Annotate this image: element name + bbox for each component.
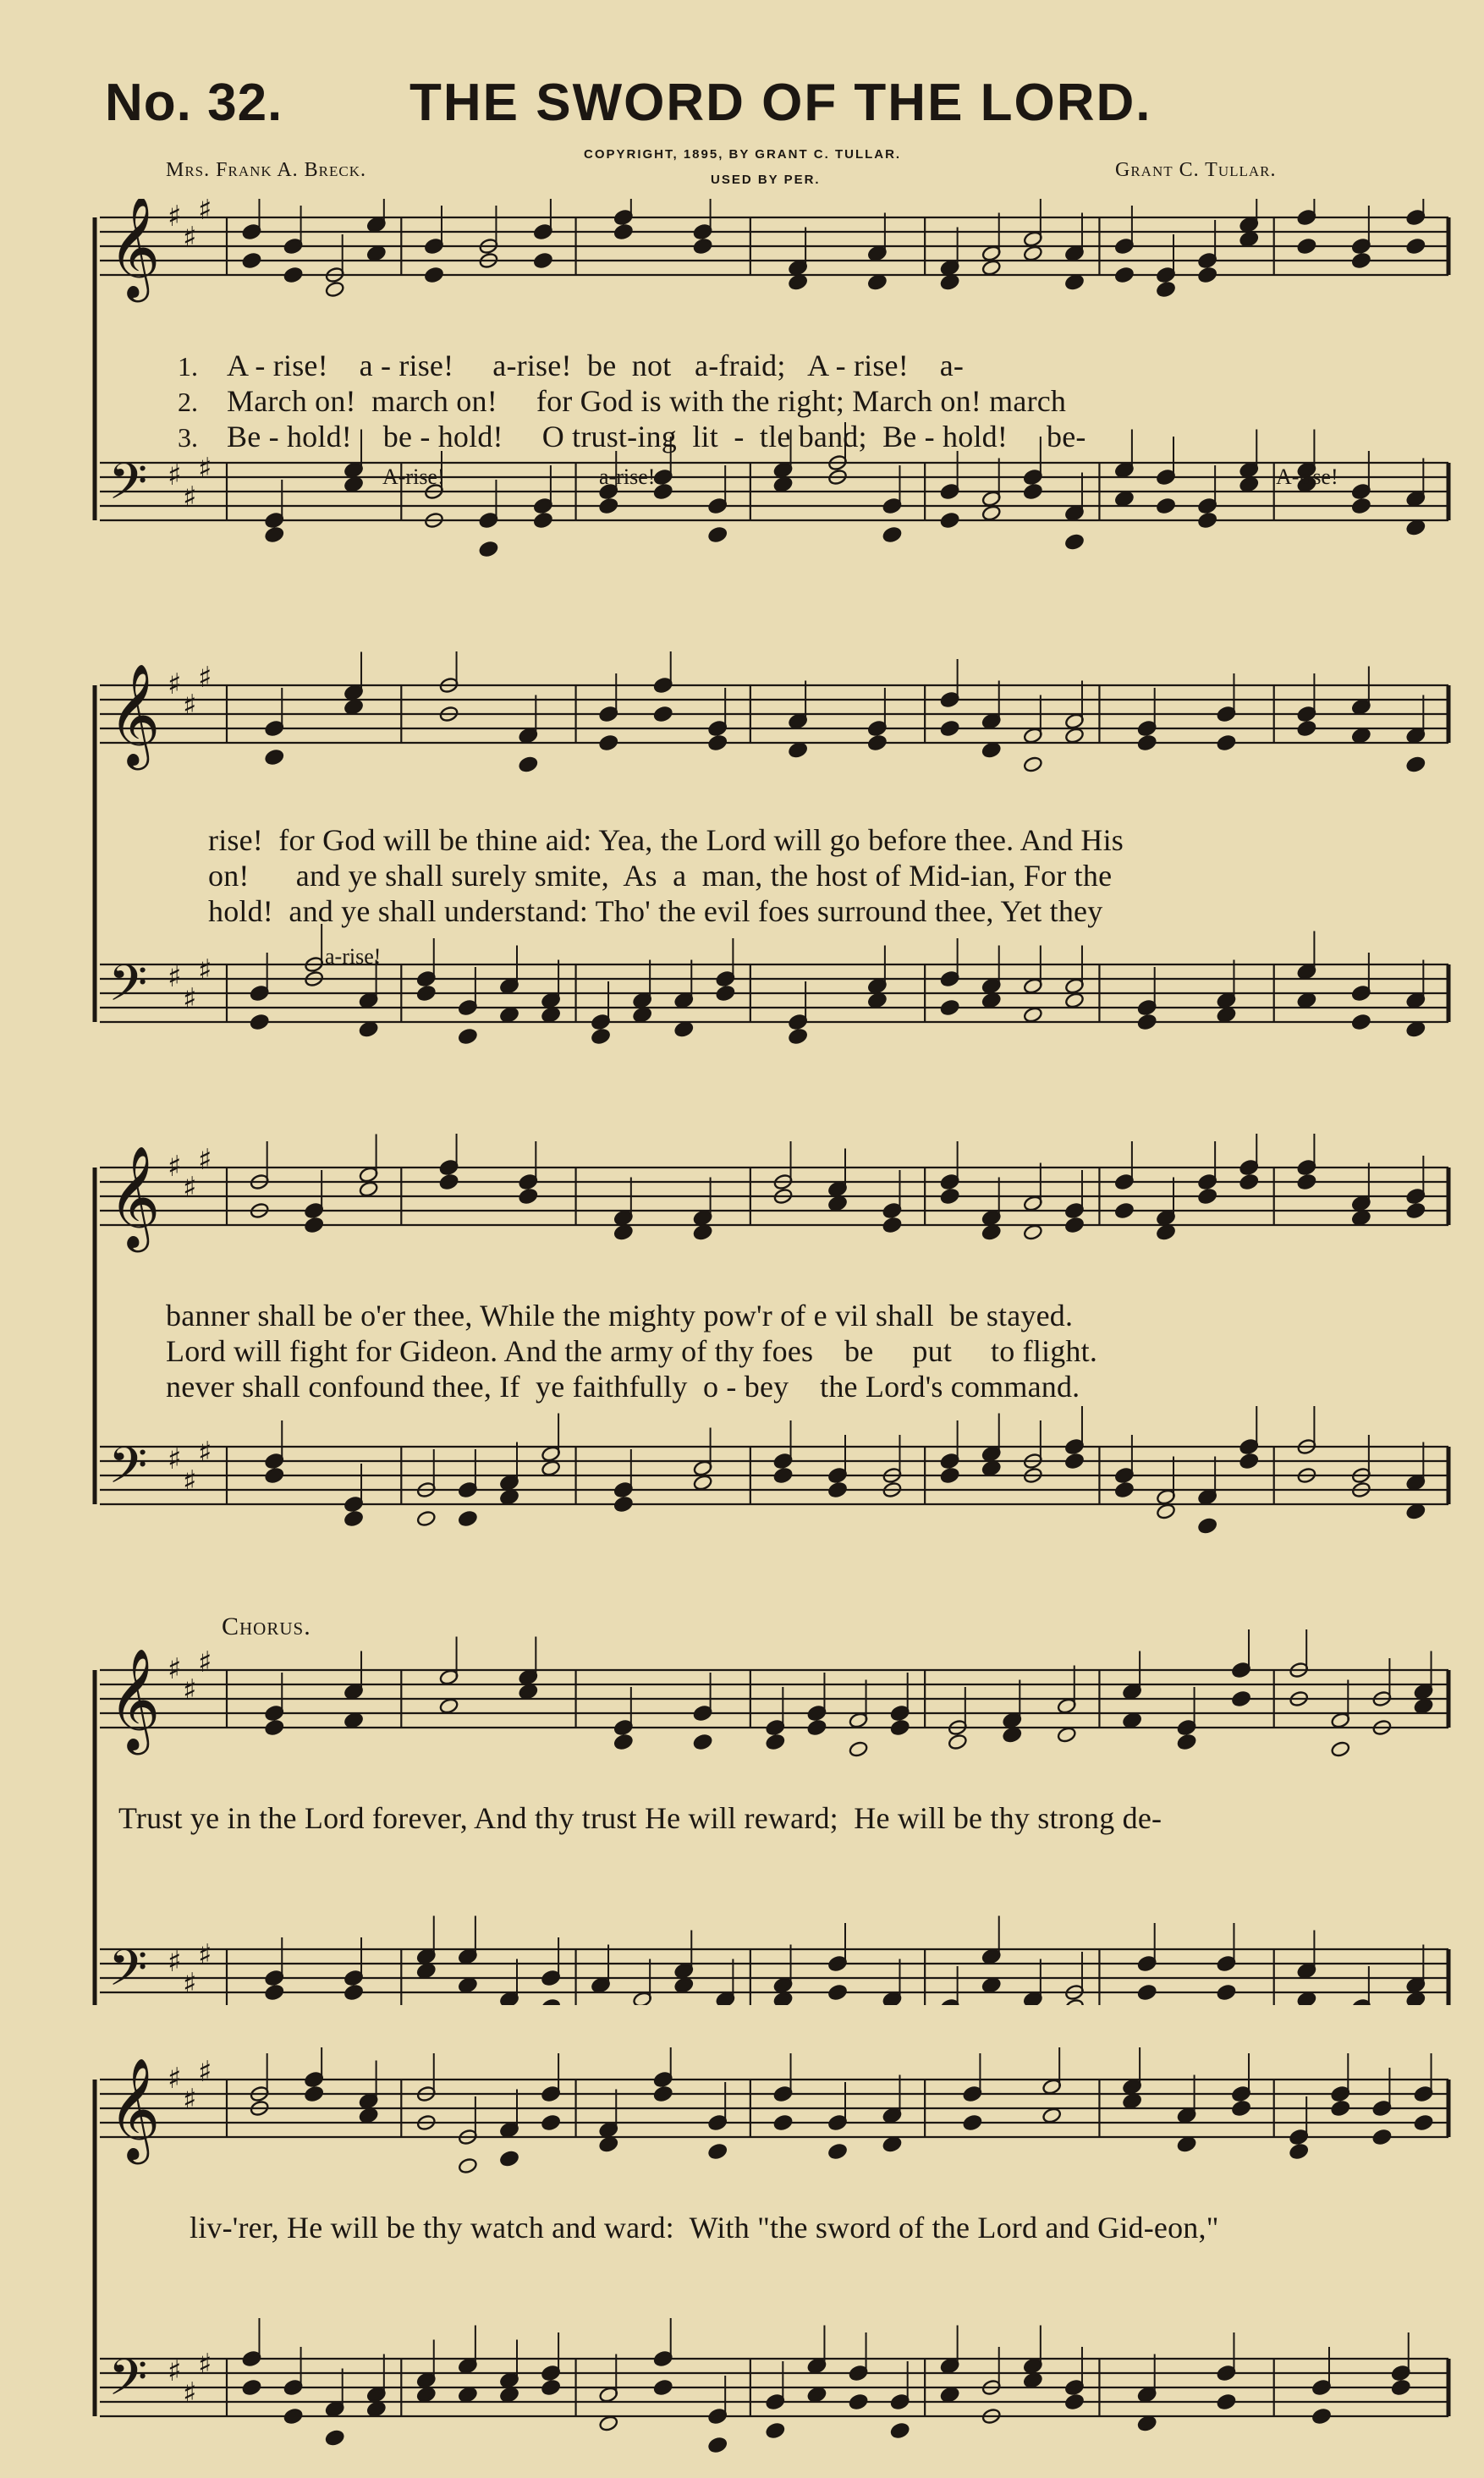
note-head — [1351, 252, 1371, 269]
note-head — [1064, 273, 1085, 290]
note-head — [1405, 1020, 1426, 1037]
note-head — [1114, 1481, 1135, 1498]
note-head — [1351, 1014, 1371, 1030]
note-head — [673, 1020, 694, 1037]
note-head — [1405, 1503, 1426, 1519]
sharp-icon: ♯ — [198, 199, 212, 227]
note-head — [1217, 2393, 1237, 2410]
note-head — [632, 1006, 652, 1023]
note-head — [359, 1020, 379, 1037]
note-head — [940, 1467, 960, 1484]
sharp-icon: ♯ — [168, 1945, 182, 1979]
note-head — [304, 2085, 324, 2102]
note-head — [499, 2150, 519, 2167]
note-head — [439, 1173, 459, 1190]
note-head — [1122, 1712, 1142, 1728]
copyright-line: COPYRIGHT, 1895, BY GRANT C. TULLAR. — [584, 147, 902, 162]
sharp-icon: ♯ — [168, 1150, 182, 1184]
lyric-line-verse-3: Be - hold! be - hold! O trust-ing lit - tle band; Be - hold! be- — [227, 420, 1086, 453]
sharp-icon: ♯ — [198, 2055, 212, 2089]
note-head — [264, 749, 284, 766]
lyric-line-verse-3: hold! and ye shall understand: Tho' the evil foes surround thee, Yet they — [208, 894, 1103, 928]
note-head — [458, 2386, 478, 2403]
sharp-icon: ♯ — [168, 2062, 182, 2096]
note-head — [1137, 1014, 1157, 1030]
note-head — [788, 1028, 808, 1045]
note-head — [1296, 1173, 1316, 1190]
note-head — [1351, 727, 1371, 744]
note-head — [325, 281, 345, 298]
sharp-icon: ♯ — [198, 452, 212, 486]
title-line — [105, 73, 1374, 140]
note-head — [867, 992, 888, 1008]
note-head — [458, 1976, 478, 1993]
note-head — [1002, 1726, 1022, 1743]
music-system-chorus — [0, 1607, 1484, 2005]
note-head — [940, 999, 960, 1016]
note-head — [693, 1734, 713, 1750]
note-head — [1197, 266, 1217, 283]
note-head — [1177, 2135, 1197, 2152]
sharp-icon: ♯ — [168, 1442, 182, 1476]
note-head — [344, 475, 364, 492]
lyric-line-verse-3: never shall confound thee, If ye faithfully o - bey the Lord's command. — [166, 1370, 1080, 1404]
note-head — [773, 1467, 794, 1484]
note-head — [416, 1510, 437, 1527]
note-head — [827, 1195, 848, 1212]
note-head — [1414, 2114, 1434, 2131]
note-head — [788, 741, 808, 758]
note-head — [653, 2085, 673, 2102]
note-head — [250, 1014, 270, 1030]
note-head — [653, 706, 673, 723]
note-head — [963, 2114, 983, 2131]
note-head — [613, 1223, 634, 1240]
note-head — [1057, 1726, 1077, 1743]
note-head — [890, 2422, 910, 2439]
treble-clef-icon: 𝄞 — [108, 199, 161, 298]
note-head — [541, 1459, 561, 1476]
note-head — [541, 2379, 561, 2396]
note-head — [416, 2386, 437, 2403]
permission-line: USED BY PER. — [711, 173, 821, 187]
note-head — [458, 1510, 478, 1527]
note-head — [765, 1734, 785, 1750]
note-head — [1023, 245, 1043, 261]
lyric-line-verse-1: banner shall be o'er thee, While the mighty pow'r of e vil shall be stayed. — [166, 1299, 1074, 1332]
bass-clef-icon: 𝄢 — [108, 1436, 148, 1507]
note-head — [1311, 2408, 1332, 2425]
note-head — [1122, 2092, 1142, 2109]
sharp-icon: ♯ — [183, 2376, 197, 2410]
note-head — [981, 259, 1002, 276]
treble-clef-icon: 𝄞 — [108, 2057, 161, 2160]
bass-cue-1: a-rise! — [325, 944, 382, 969]
note-head — [1414, 1697, 1434, 1714]
sharp-icon: ♯ — [183, 2083, 197, 2117]
note-head — [424, 266, 444, 283]
sharp-icon: ♯ — [168, 200, 182, 234]
note-head — [707, 734, 728, 751]
note-head — [1064, 992, 1085, 1008]
note-head — [940, 2386, 960, 2403]
note-head — [1197, 1188, 1217, 1205]
note-head — [264, 1984, 284, 2001]
note-head — [707, 2143, 728, 2160]
note-head — [827, 1984, 848, 2001]
bass-cue-1: A-rise! — [382, 464, 445, 489]
note-head — [344, 1712, 364, 1728]
note-head — [541, 1006, 561, 1023]
sharp-icon: ♯ — [183, 689, 197, 723]
note-head — [1023, 755, 1043, 772]
sharp-icon: ♯ — [198, 953, 212, 987]
hymn-number: No. 32. — [105, 74, 283, 132]
note-head — [981, 741, 1002, 758]
note-head — [1156, 497, 1176, 514]
note-head — [707, 526, 728, 543]
note-head — [1405, 519, 1426, 536]
note-head — [283, 2408, 304, 2425]
note-head — [1330, 1740, 1350, 1757]
note-head — [1023, 483, 1043, 500]
note-head — [948, 1734, 968, 1750]
note-head — [981, 1976, 1002, 1993]
note-head — [1177, 1734, 1197, 1750]
music-system-2 — [0, 651, 1484, 1108]
note-head — [1023, 1223, 1043, 1240]
note-head — [598, 2415, 618, 2431]
note-head — [849, 2393, 869, 2410]
note-head — [242, 252, 262, 269]
note-head — [693, 1223, 713, 1240]
note-head — [1239, 230, 1259, 247]
sharp-icon: ♯ — [183, 1673, 197, 1707]
sharp-icon: ♯ — [168, 1652, 182, 1686]
bass-cue-3: A-rise! — [1276, 464, 1338, 489]
sharp-icon: ♯ — [168, 2354, 182, 2388]
treble-clef-icon: 𝄞 — [108, 1647, 161, 1750]
note-head — [416, 1962, 437, 1979]
note-head — [499, 1488, 519, 1505]
note-head — [673, 1976, 694, 1993]
note-head — [1296, 720, 1316, 737]
note-head — [981, 504, 1002, 521]
note-head — [1239, 1173, 1259, 1190]
note-head — [773, 2114, 794, 2131]
note-head — [242, 2379, 262, 2396]
note-head — [1217, 734, 1237, 751]
note-head — [458, 2157, 478, 2174]
verse-number-1: 1. — [178, 351, 198, 382]
note-head — [940, 273, 960, 290]
bass-clef-icon: 𝄢 — [108, 1938, 148, 2005]
note-head — [304, 1217, 324, 1234]
sharp-icon: ♯ — [198, 2348, 212, 2382]
note-head — [264, 526, 284, 543]
note-head — [1197, 1517, 1217, 1534]
note-head — [479, 541, 499, 558]
note-head — [518, 1683, 538, 1700]
sharp-icon: ♯ — [198, 1143, 212, 1177]
sharp-icon: ♯ — [183, 1967, 197, 2001]
note-head — [439, 1697, 459, 1714]
note-head — [366, 2400, 387, 2417]
lyric-line-verse-1: A - rise! a - rise! a-rise! be not a-fraid; A - rise! a- — [227, 349, 965, 382]
note-head — [1156, 281, 1176, 298]
note-head — [1217, 1006, 1237, 1023]
note-head — [541, 2114, 561, 2131]
note-head — [541, 1998, 561, 2005]
sharp-icon: ♯ — [198, 1938, 212, 1972]
author-credit: Mrs. Frank A. Breck. — [166, 159, 367, 181]
note-head — [788, 273, 808, 290]
note-head — [1217, 1984, 1237, 2001]
music-system-1 — [0, 199, 1484, 605]
lyric-line-verse-1: rise! for God will be thine aid: Yea, the Lord will go before thee. And His — [208, 823, 1124, 857]
sharp-icon: ♯ — [198, 1436, 212, 1470]
note-head — [981, 1223, 1002, 1240]
sharp-icon: ♯ — [198, 1646, 212, 1679]
note-head — [1330, 2100, 1350, 2117]
note-head — [344, 698, 364, 715]
sharp-icon: ♯ — [168, 960, 182, 994]
note-head — [533, 512, 553, 529]
note-head — [1023, 2371, 1043, 2388]
music-system-3 — [0, 1134, 1484, 1591]
note-head — [827, 1481, 848, 1498]
note-head — [890, 1719, 910, 1736]
lyric-line-verse-2: March on! march on! for God is with the right; March on! march — [227, 384, 1067, 418]
note-head — [1289, 2143, 1309, 2160]
note-head — [613, 223, 634, 240]
note-head — [1405, 238, 1426, 255]
note-head — [499, 2386, 519, 2403]
note-head — [707, 2437, 728, 2453]
note-head — [499, 1006, 519, 1023]
note-head — [458, 1028, 478, 1045]
note-head — [264, 1719, 284, 1736]
note-head — [359, 1180, 379, 1197]
note-head — [518, 755, 538, 772]
note-head — [283, 266, 304, 283]
note-head — [882, 526, 903, 543]
note-head — [693, 238, 713, 255]
note-head — [518, 1188, 538, 1205]
note-head — [827, 2143, 848, 2160]
note-head — [1137, 734, 1157, 751]
note-head — [1156, 1503, 1176, 1519]
note-head — [882, 2135, 903, 2152]
note-head — [1351, 497, 1371, 514]
note-head — [1391, 2379, 1411, 2396]
note-head — [1114, 1202, 1135, 1219]
note-head — [533, 252, 553, 269]
treble-staff-5 — [0, 2047, 1484, 2470]
note-head — [1137, 1984, 1157, 2001]
note-head — [1231, 1690, 1251, 1707]
note-head — [344, 1510, 364, 1527]
lyric-line-verse-2: on! and ye shall surely smite, As a man, the host of Mid-ian, For the — [208, 859, 1113, 893]
note-head — [1156, 1223, 1176, 1240]
hymn-title: THE SWORD OF THE LORD. — [409, 74, 1152, 132]
lyric-line-chorus: liv-'rer, He will be thy watch and ward: With "the sword of the Lord and Gid-eon," — [190, 2211, 1219, 2244]
note-head — [1296, 238, 1316, 255]
note-head — [1231, 2100, 1251, 2117]
note-head — [1064, 1217, 1085, 1234]
note-head — [591, 1028, 611, 1045]
note-head — [807, 1719, 827, 1736]
note-head — [1137, 2415, 1157, 2431]
bass-clef-icon: 𝄢 — [108, 953, 148, 1025]
note-head — [981, 992, 1002, 1008]
note-head — [1296, 992, 1316, 1008]
note-head — [1064, 533, 1085, 550]
lyric-line-chorus: Trust ye in the Lord forever, And thy trust He will reward; He will be thy strong de- — [118, 1801, 1162, 1835]
sharp-icon: ♯ — [183, 982, 197, 1016]
note-head — [940, 512, 960, 529]
note-head — [264, 1467, 284, 1484]
treble-clef-icon: 𝄞 — [108, 662, 161, 766]
sharp-icon: ♯ — [198, 661, 212, 695]
note-head — [1064, 727, 1085, 744]
sharp-icon: ♯ — [183, 1171, 197, 1205]
note-head — [1023, 1006, 1043, 1023]
note-head — [1197, 512, 1217, 529]
note-head — [366, 245, 387, 261]
note-head — [359, 2107, 379, 2124]
note-head — [807, 2386, 827, 2403]
sharp-icon: ♯ — [168, 459, 182, 492]
bass-cue-2: a-rise! — [599, 464, 656, 489]
note-head — [1372, 2129, 1393, 2146]
note-head — [1114, 490, 1135, 507]
note-head — [765, 2422, 785, 2439]
note-head — [344, 1984, 364, 2001]
note-head — [940, 720, 960, 737]
sharp-icon: ♯ — [168, 668, 182, 701]
note-head — [693, 1474, 713, 1491]
note-head — [1114, 266, 1135, 283]
sharp-icon: ♯ — [183, 1464, 197, 1498]
note-head — [1042, 2107, 1062, 2124]
treble-clef-icon: 𝄞 — [108, 1145, 161, 1248]
note-head — [773, 475, 794, 492]
note-head — [653, 483, 673, 500]
verse-number-2: 2. — [178, 387, 198, 417]
lyric-line-verse-2: Lord will fight for Gideon. And the army of thy foes be put to flight. — [166, 1334, 1098, 1368]
composer-credit: Grant C. Tullar. — [1115, 159, 1277, 181]
note-head — [1064, 2393, 1085, 2410]
note-head — [598, 734, 618, 751]
note-head — [613, 1496, 634, 1513]
bass-clef-icon: 𝄢 — [108, 452, 148, 523]
note-head — [653, 2379, 673, 2396]
note-head — [715, 985, 735, 1002]
sharp-icon: ♯ — [183, 221, 197, 255]
sharp-icon: ♯ — [183, 481, 197, 514]
note-head — [325, 2429, 345, 2446]
note-head — [1405, 755, 1426, 772]
note-head — [1239, 1453, 1259, 1470]
chorus-label: Chorus. — [222, 1613, 311, 1640]
note-head — [1405, 1202, 1426, 1219]
note-head — [613, 1734, 634, 1750]
note-head — [867, 734, 888, 751]
note-head — [598, 2135, 618, 2152]
note-head — [940, 1188, 960, 1205]
music-system-5 — [0, 2047, 1484, 2470]
note-head — [849, 1740, 869, 1757]
verse-number-3: 3. — [178, 422, 198, 453]
note-head — [867, 273, 888, 290]
note-head — [1064, 1453, 1085, 1470]
note-head — [981, 1459, 1002, 1476]
note-head — [1351, 1209, 1371, 1226]
note-head — [1239, 475, 1259, 492]
bass-clef-icon: 𝄢 — [108, 2348, 148, 2419]
note-head — [416, 985, 437, 1002]
note-head — [882, 1217, 903, 1234]
note-head — [598, 497, 618, 514]
